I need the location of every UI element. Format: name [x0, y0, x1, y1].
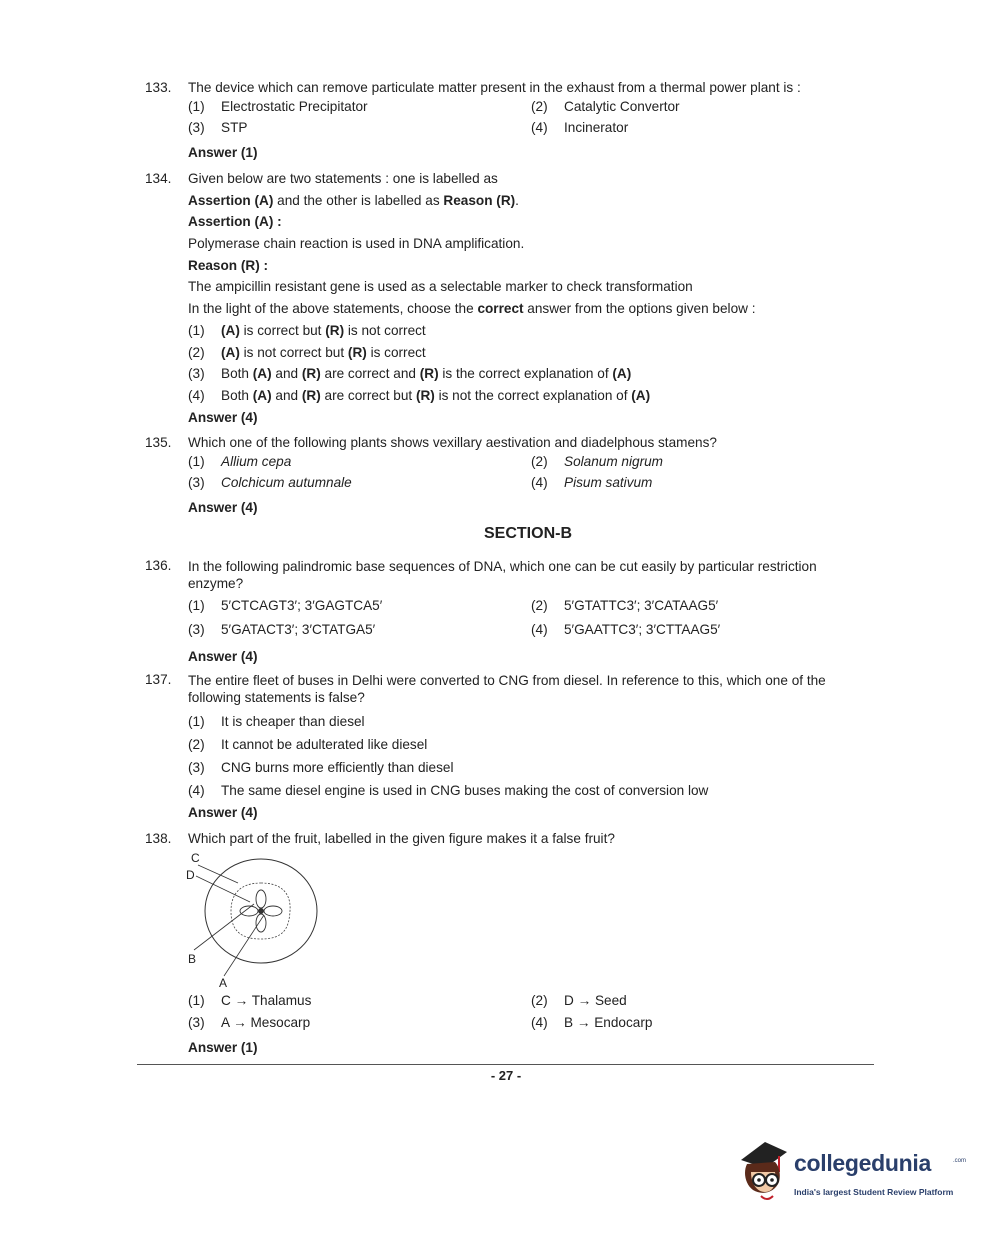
question-number: 135. — [145, 435, 172, 450]
option-text-run: is not correct but — [239, 344, 348, 360]
option-text-run: is correct — [366, 344, 426, 360]
option-3: (3) A → Mesocarp — [188, 1014, 311, 1030]
option-4 — [188, 385, 875, 407]
question-138 — [145, 828, 875, 1058]
page-number: - 27 - — [490, 1068, 522, 1083]
option-text-run: and — [271, 366, 302, 382]
label-c: C — [191, 850, 200, 865]
logo-tagline: India's largest Student Review Platform — [794, 1187, 954, 1197]
question-number: 134. — [145, 171, 172, 186]
question-number: 137. — [145, 672, 172, 687]
option-1: (1) Electrostatic Precipitator — [188, 98, 368, 114]
option-2: (2) It cannot be adulterated like diesel — [188, 737, 428, 752]
option-number: (1) — [188, 322, 205, 338]
label-b: B — [188, 951, 197, 966]
question-137 — [145, 672, 875, 824]
option-text-run: are correct and — [320, 366, 420, 382]
question-stem: In the following palindromic base sequences of DNA, which one can be cut easily by particular restriction enzyme? — [188, 559, 817, 591]
instruction: In the light of the above statements, choose the correct answer from the options given below : — [188, 301, 756, 317]
answer: Answer (1) — [188, 144, 258, 160]
question-134 — [145, 168, 875, 428]
pointer-b — [194, 904, 254, 950]
option-1: (1) Allium cepa — [188, 453, 292, 469]
question-number: 133. — [145, 80, 172, 95]
reason-heading: Reason (R) : — [188, 257, 269, 273]
options-list — [188, 710, 875, 802]
pointer-d — [196, 876, 250, 902]
option-text-run: (A) — [252, 366, 272, 382]
option-1: (1) It is cheaper than diesel — [188, 714, 365, 729]
option-number: (4) — [188, 387, 205, 403]
question-stem: Which part of the fruit, labelled in the given figure makes it a false fruit? — [188, 831, 615, 846]
assertion-heading: Assertion (A) : — [188, 214, 282, 230]
option-text-run: (A) — [252, 387, 272, 403]
label-d: D — [186, 867, 195, 882]
option-4: (4) 5′GAATTC3′; 3′CTTAAG5′ — [531, 622, 721, 637]
option-text-run: (R) — [415, 387, 435, 403]
answer: Answer (4) — [188, 409, 258, 425]
assertion-text: Polymerase chain reaction is used in DNA amplification. — [188, 236, 525, 252]
option-2: (2) Solanum nigrum — [531, 453, 663, 469]
option-text-run: (R) — [347, 344, 367, 360]
option-4: (4) B → Endocarp — [531, 1014, 653, 1030]
option-text-run: (A) — [221, 344, 240, 360]
question-number: 136. — [145, 558, 172, 573]
reason-text: The ampicillin resistant gene is used as a selectable marker to check transformation — [188, 279, 693, 295]
option-2: (2) Catalytic Convertor — [531, 98, 680, 114]
logo-wordmark: collegedunia — [794, 1150, 931, 1176]
pointer-c — [198, 865, 238, 883]
question-135 — [145, 432, 875, 518]
option-1: (1) C → Thalamus — [188, 992, 312, 1008]
question-136 — [145, 558, 875, 668]
option-text-run: (R) — [325, 322, 345, 338]
answer: Answer (4) — [188, 805, 258, 820]
option-text-run: (A) — [631, 387, 651, 403]
mascot-icon — [735, 1138, 793, 1202]
label-a: A — [219, 975, 228, 990]
option-text-run: is the correct explanation of — [438, 366, 613, 382]
option-3: (3) 5′GATACT3′; 3′CTATGA5′ — [188, 622, 376, 637]
question-number: 138. — [145, 831, 172, 846]
option-text-run: is not correct — [344, 322, 426, 338]
option-2: (2) D → Seed — [531, 992, 627, 1008]
option-text-run: (A) — [612, 366, 632, 382]
option-1: (1) 5′CTCAGT3′; 3′GAGTCA5′ — [188, 598, 383, 613]
question-stem: Which one of the following plants shows vexillary aestivation and diadelphous stamens? — [188, 435, 717, 450]
option-4: (4) The same diesel engine is used in CNG buses making the cost of conversion low — [188, 783, 709, 798]
option-number: (2) — [188, 344, 205, 360]
option-text-run: and — [271, 387, 302, 403]
question-stem-line1: Given below are two statements : one is labelled as — [188, 171, 498, 186]
question-stem: The entire fleet of buses in Delhi were converted to CNG from diesel. In reference to this, which one of the following statements is false? — [188, 673, 826, 705]
footer-divider — [137, 1064, 874, 1065]
option-3: (3) CNG burns more efficiently than diesel — [188, 760, 454, 775]
option-text-run: (R) — [301, 366, 321, 382]
option-3 — [188, 363, 875, 385]
locules — [240, 890, 282, 932]
answer: Answer (4) — [188, 649, 258, 664]
option-text-run: (R) — [301, 387, 321, 403]
option-2: (2) 5′GTATTC3′; 3′CATAAG5′ — [531, 598, 719, 613]
pointer-a — [224, 915, 264, 976]
option-1 — [188, 320, 875, 342]
answer: Answer (1) — [188, 1039, 258, 1055]
option-text-run: (A) — [221, 322, 240, 338]
collegedunia-logo — [735, 1138, 965, 1208]
option-2 — [188, 342, 875, 364]
logo-domain: .com — [953, 1158, 967, 1164]
options-list — [188, 320, 875, 407]
option-3: (3) Colchicum autumnale — [188, 475, 352, 491]
option-text-run: are correct but — [320, 387, 416, 403]
option-3: (3) STP — [188, 120, 248, 136]
section-heading: SECTION-B — [484, 525, 572, 542]
answer: Answer (4) — [188, 499, 258, 515]
fruit-diagram — [186, 850, 336, 990]
option-text-run: (R) — [419, 366, 439, 382]
option-text-run: Both — [221, 387, 253, 403]
option-number: (3) — [188, 366, 205, 382]
question-stem: The device which can remove particulate matter present in the exhaust from a thermal power plant is : — [188, 80, 801, 95]
option-4: (4) Incinerator — [531, 120, 629, 136]
option-text-run: is correct but — [239, 322, 326, 338]
question-133 — [145, 77, 875, 163]
option-text-run: Both — [221, 366, 253, 382]
question-stem-line2: Assertion (A) and the other is labelled as Reason (R). — [188, 192, 519, 208]
option-4: (4) Pisum sativum — [531, 475, 653, 491]
option-text-run: is not the correct explanation of — [434, 387, 632, 403]
